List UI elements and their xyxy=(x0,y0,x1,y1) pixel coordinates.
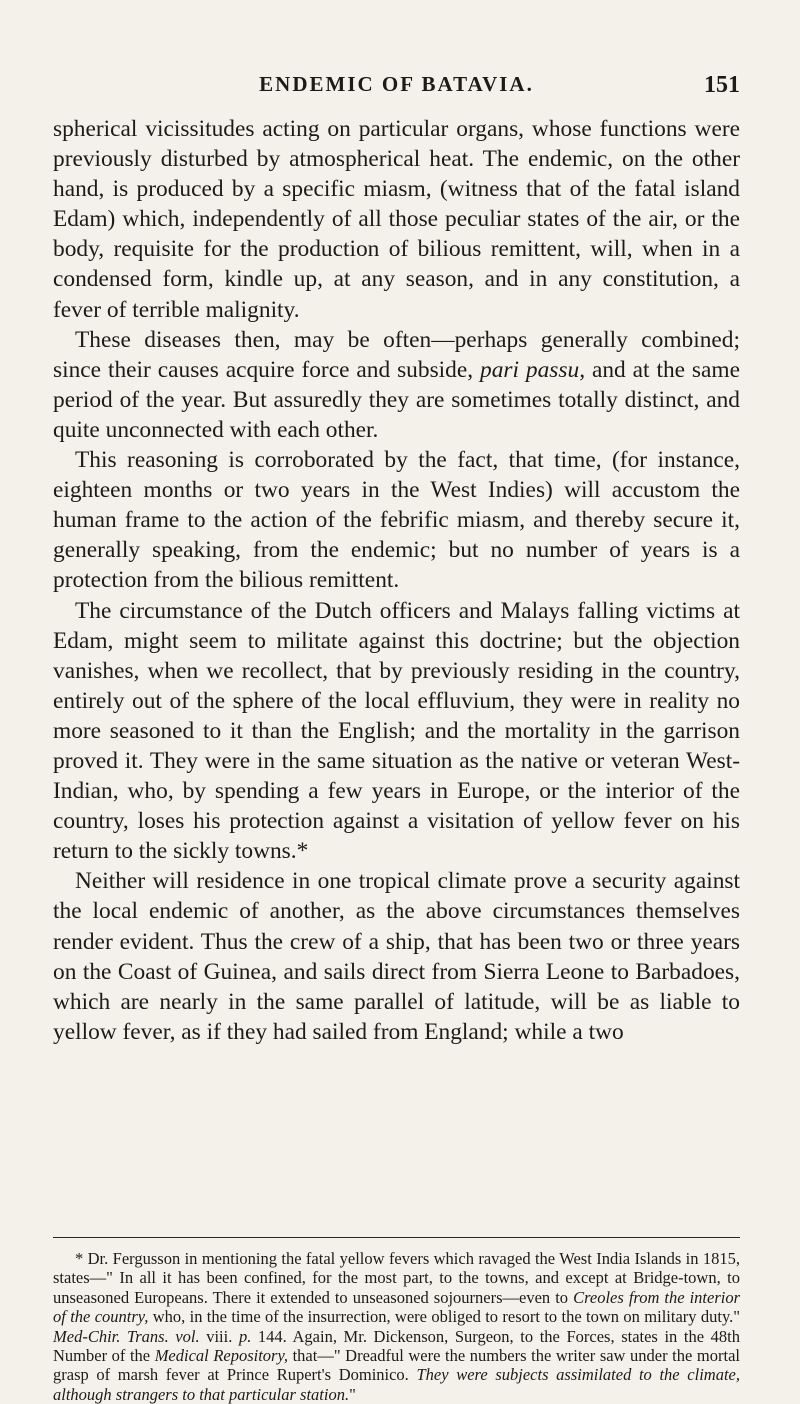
footnote-italic-repository: Medical Repository, xyxy=(154,1346,289,1366)
footnote-text-b: who, in the time of the insurrection, were obliged to resort to the town on military duty." xyxy=(148,1307,740,1327)
paragraph-3-text: This reasoning is corroborated by the fact, that time, (for instance, eighteen months or two years in the West Indies) will accustom the human frame to the action of the febrific miasm, and thereby secure it, generally speaking, from the endemic; but no number of years is a protection from the bilious remittent. xyxy=(53,447,740,594)
paragraph-2-italic-pari-passu: pari passu, xyxy=(480,356,586,383)
footnote-italic-quote: They were subjects assimilated to the climate, although strangers to that particular station. xyxy=(53,1365,740,1404)
paragraph-2 xyxy=(53,325,740,445)
body-text xyxy=(53,114,740,1047)
footnote-paragraph xyxy=(53,1249,740,1404)
paragraph-4 xyxy=(53,596,740,867)
paragraph-2-text-a: These diseases then, may be often—perhaps generally combined; since their causes acquire force and subside, xyxy=(53,326,740,383)
footnote-text-d: 144. Again, Mr. Dickenson, Surgeon, to the Forces, states in the 48th Number of the xyxy=(53,1326,740,1366)
paragraph-2-text-b: and at the same period of the year. But assuredly they are sometimes totally distinct, and quite unconnected with each other. xyxy=(53,356,740,443)
footnote-text-e: that—" Dreadful were the numbers the writer saw under the mortal grasp of marsh fever at Prince Rupert's Dominico. xyxy=(53,1346,740,1385)
footnote-text-c: viii. xyxy=(199,1326,239,1346)
footnote-rule xyxy=(53,1237,740,1238)
footnote-italic-citation: Med-Chir. Trans. vol. xyxy=(53,1326,200,1346)
footnote xyxy=(53,1249,740,1404)
page-number: 151 xyxy=(704,72,740,98)
running-title: ENDEMIC OF BATAVIA. xyxy=(259,72,534,96)
running-head xyxy=(53,72,740,102)
paragraph-3 xyxy=(53,445,740,595)
footnote-text-f: " xyxy=(349,1384,356,1404)
paragraph-5-text: Neither will residence in one tropical climate prove a security against the local endemic of another, as the above circumstances themselves render evident. Thus the crew of a ship, that has been two or three years on the Coast of Guinea, and sails direct from Sierra Leone to Barbadoes, which are nearly in the same parallel of latitude, will be as liable to yellow fever, as if they had sailed from England; while a two xyxy=(53,868,740,1045)
paragraph-1-text: spherical vicissitudes acting on particular organs, whose functions were previously disturbed by atmospherical heat. The endemic, on the other hand, is produced by a specific miasm, (witness that of the fatal island Edam) which, independently of all those peculiar states of the air, or the body, requisite for the production of bilious remittent, will, when in a condensed form, kindle up, at any season, and in any constitution, a fever of terrible malignity. xyxy=(53,116,740,323)
paragraph-1 xyxy=(53,114,740,325)
footnote-text-a: * Dr. Fergusson in mentioning the fatal yellow fevers which ravaged the West India Islands in 1815, states—" In all it has been confined, for the most part, to the towns, and except at Bridge-town, to unseasoned Europeans. There it extended to unseasoned sojourners—even to xyxy=(53,1249,740,1307)
footnote-italic-p: p. xyxy=(238,1326,252,1346)
footnote-italic-creoles: Creoles from the interior of the country, xyxy=(53,1287,741,1327)
paragraph-4-text: The circumstance of the Dutch officers and Malays falling victims at Edam, might seem to militate against this doctrine; but the objection vanishes, when we recollect, that by previously residing in the country, entirely out of the sphere of the local effluvium, they were in reality no more seasoned to it than the English; and the mortality in the garrison proved it. They were in the same situation as the native or veteran West-Indian, who, by spending a few years in Europe, or the interior of the country, loses his protection against a visitation of yellow fever on his return to the sickly towns.* xyxy=(53,597,740,865)
paragraph-5 xyxy=(53,866,740,1047)
